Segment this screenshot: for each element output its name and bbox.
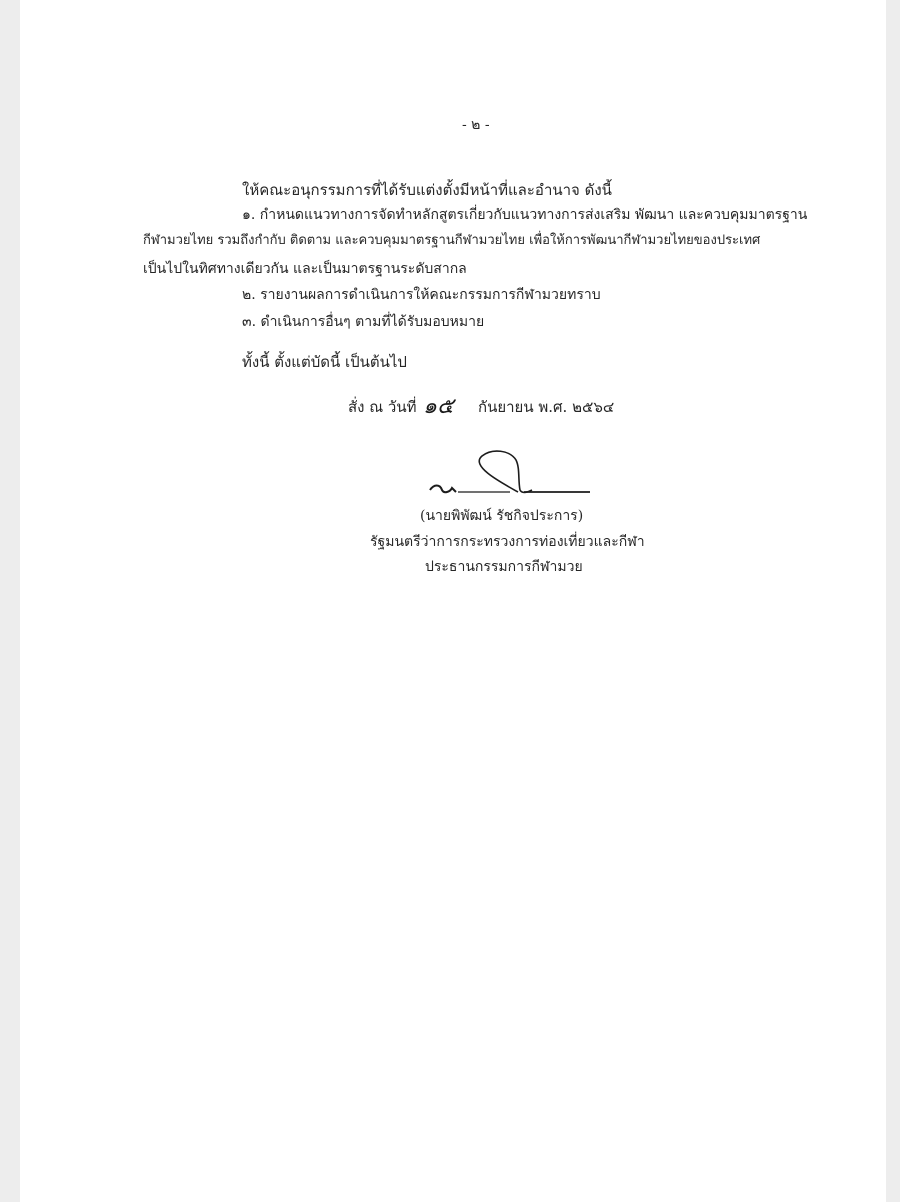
signature-mark <box>420 446 610 506</box>
signatory-position-1: รัฐมนตรีว่าการกระทรวงการท่องเที่ยวและกีฬา <box>370 534 645 550</box>
document-page <box>20 0 886 1202</box>
item-2: ๒. รายงานผลการดำเนินการให้คณะกรรมการกีฬามวยทราบ <box>242 287 601 303</box>
item-1-line-1: ๑. กำหนดแนวทางการจัดทำหลักสูตรเกี่ยวกับแนวทางการส่งเสริม พัฒนา และควบคุมมาตรฐาน <box>242 207 808 223</box>
item-1-line-2: กีฬามวยไทย รวมถึงกำกับ ติดตาม และควบคุมมาตรฐานกีฬามวยไทย เพื่อให้การพัฒนากีฬามวยไทยของประเทศ <box>143 233 761 248</box>
item-3: ๓. ดำเนินการอื่นๆ ตามที่ได้รับมอบหมาย <box>242 314 485 330</box>
order-date-day: ๑๕ <box>423 394 454 419</box>
page-number: - ๒ - <box>462 117 490 133</box>
signatory-name: (นายพิพัฒน์ รัชกิจประการ) <box>420 508 584 524</box>
signatory-position-2: ประธานกรรมการกีฬามวย <box>425 559 583 575</box>
effective-clause: ทั้งนี้ ตั้งแต่บัดนี้ เป็นต้นไป <box>242 353 407 371</box>
order-date-prefix: สั่ง ณ วันที่ <box>348 398 417 416</box>
order-date-month-year: กันยายน พ.ศ. ๒๕๖๔ <box>478 398 615 416</box>
intro-paragraph: ให้คณะอนุกรรมการที่ได้รับแต่งตั้งมีหน้าที่และอำนาจ ดังนี้ <box>242 181 612 199</box>
item-1-line-3: เป็นไปในทิศทางเดียวกัน และเป็นมาตรฐานระดับสากล <box>143 261 467 277</box>
